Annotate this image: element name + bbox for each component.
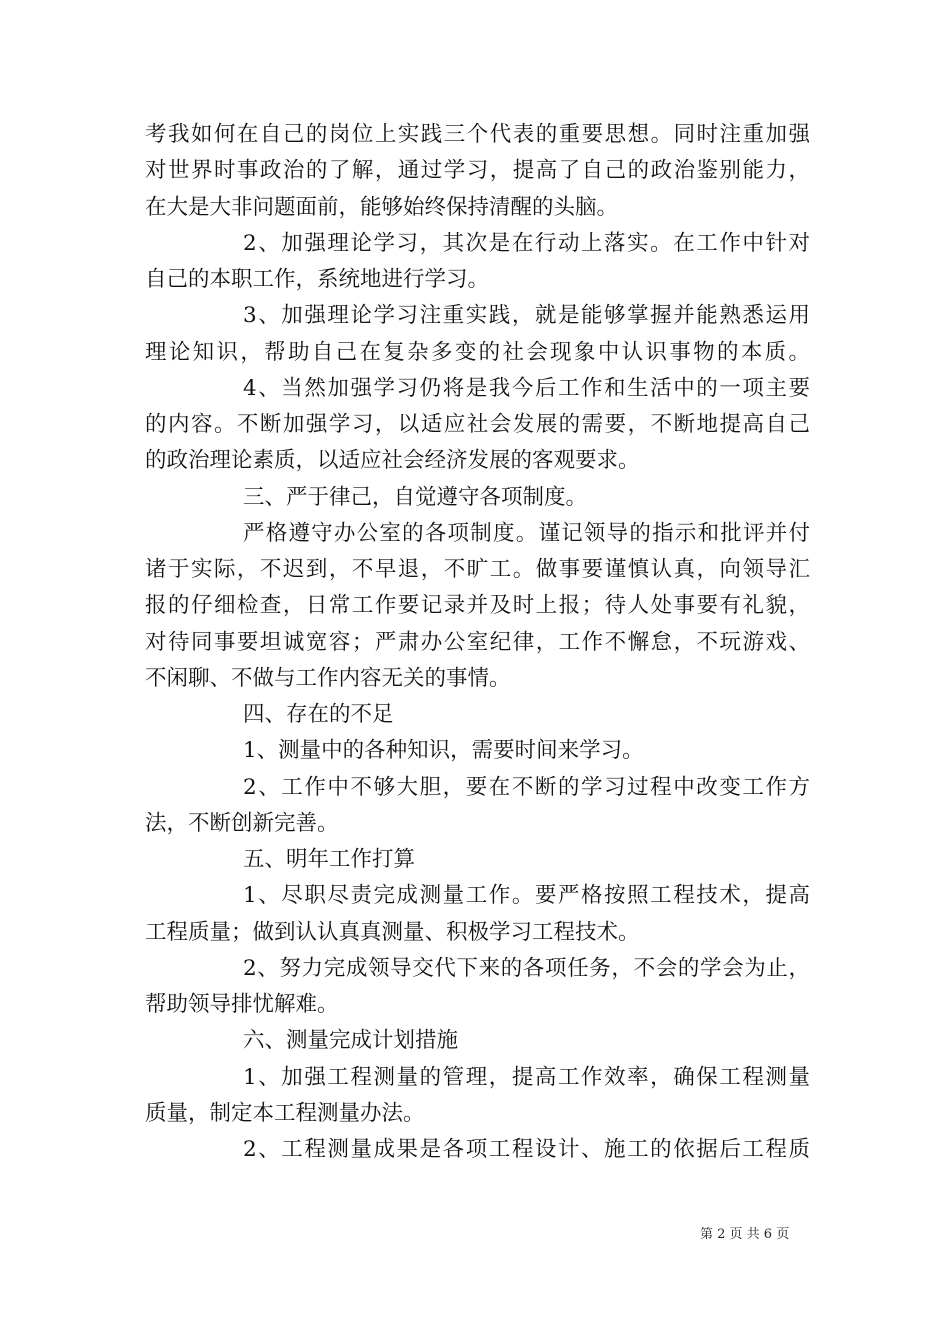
- text-line: 的政治理论素质，以适应社会经济发展的客观要求。: [145, 448, 640, 474]
- text-line: 帮助领导排忧解难。: [145, 992, 339, 1017]
- text-line: 质量，制定本工程测量办法。: [145, 1100, 425, 1126]
- text-line: 工程质量；做到认认真真测量、积极学习工程技术。: [145, 919, 640, 945]
- text-line: 2、努力完成领导交代下来的各项任务，不会的学会为止，: [243, 955, 810, 981]
- text-line: 在大是大非问题面前，能够始终保持清醒的头脑。: [145, 194, 619, 220]
- text-line: 三、严于律己，自觉遵守各项制度。: [243, 484, 588, 510]
- text-line: 六、测量完成计划措施: [243, 1028, 459, 1054]
- document-body: [145, 117, 810, 1168]
- text-line: 的内容。不断加强学习，以适应社会发展的需要，不断地提高自己: [145, 412, 810, 437]
- text-line: 4、当然加强学习仍将是我今后工作和生活中的一项主要: [243, 375, 810, 401]
- text-line: 诸于实际，不迟到，不早退，不旷工。做事要谨慎认真，向领导汇: [145, 557, 810, 582]
- text-line: 五、明年工作打算: [243, 847, 416, 872]
- page-number-footer: 第 2 页 共 6 页: [700, 1227, 790, 1242]
- text-line: 对世界时事政治的了解，通过学习，提高了自己的政治鉴别能力，: [145, 158, 810, 184]
- text-line: 2、工程测量成果是各项工程设计、施工的依据后工程质: [243, 1137, 810, 1162]
- text-line: 自己的本职工作，系统地进行学习。: [145, 267, 490, 292]
- text-line: 1、尽职尽责完成测量工作。要严格按照工程技术，提高: [243, 883, 810, 909]
- text-line: 2、工作中不够大胆，要在不断的学习过程中改变工作方: [243, 774, 810, 800]
- text-line: 1、测量中的各种知识，需要时间来学习。: [243, 738, 644, 764]
- text-line: 严格遵守办公室的各项制度。谨记领导的指示和批评并付: [243, 520, 810, 546]
- text-line: 2、加强理论学习，其次是在行动上落实。在工作中针对: [243, 230, 810, 256]
- text-line: 法，不断创新完善。: [145, 810, 339, 836]
- text-line: 考我如何在自己的岗位上实践三个代表的重要思想。同时注重加强: [145, 122, 810, 147]
- text-line: 四、存在的不足: [243, 702, 394, 727]
- text-line: 报的仔细检查，日常工作要记录并及时上报；待人处事要有礼貌，: [145, 593, 810, 619]
- text-line: 1、加强工程测量的管理，提高工作效率，确保工程测量: [243, 1064, 810, 1090]
- text-line: 对待同事要坦诚宽容；严肃办公室纪律，工作不懈怠，不玩游戏、: [145, 629, 810, 655]
- text-line: 理论知识，帮助自己在复杂多变的社会现象中认识事物的本质。: [145, 339, 810, 365]
- text-line: 3、加强理论学习注重实践，就是能够掌握并能熟悉运用: [243, 303, 810, 329]
- text-line: 不闲聊、不做与工作内容无关的事情。: [145, 665, 511, 691]
